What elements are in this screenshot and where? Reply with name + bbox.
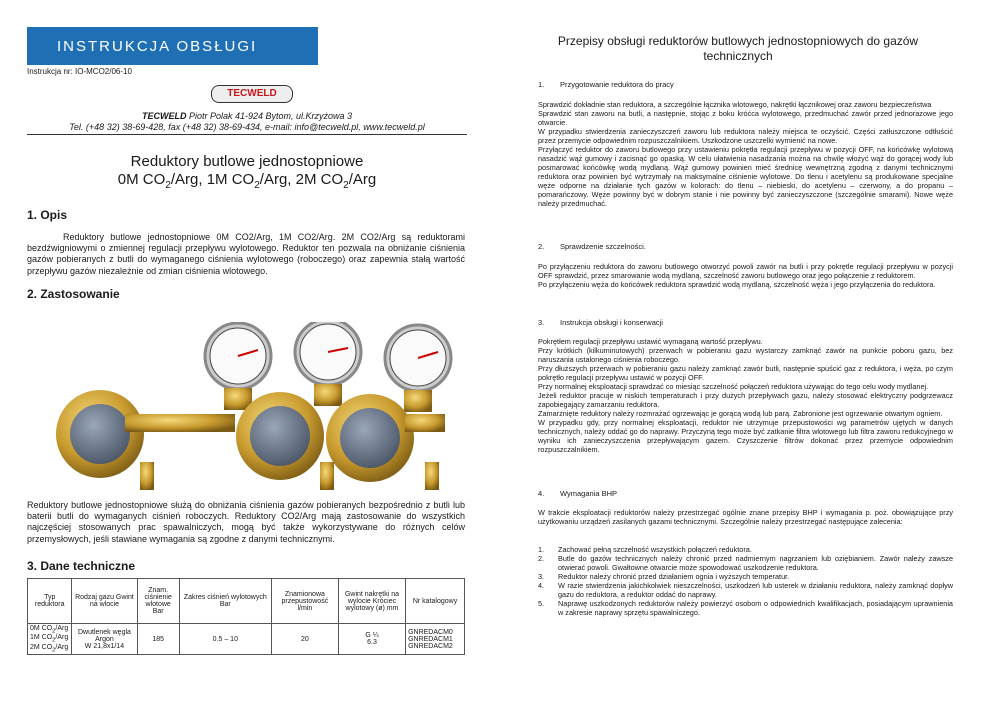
company-address: Piotr Polak 41-924 Bytom, ul.Krzyżowa 3 xyxy=(186,111,353,121)
document-number: Instrukcja nr: IO-MCO2/06-10 xyxy=(27,67,132,76)
cell-gwint xyxy=(338,624,405,655)
technical-data-table xyxy=(27,578,465,655)
list-item xyxy=(538,581,953,599)
title-line-2: 0M $CO_2$/Arg, 1M $CO_2$/Arg, 2M $CO_2$/Arg xyxy=(117,171,377,191)
section-4-heading xyxy=(538,489,617,498)
typ-1m: 1M $CO_2$/Arg xyxy=(30,634,69,644)
list-item xyxy=(538,599,953,617)
cell-przepustowosc: 20 xyxy=(271,624,338,655)
col-zakres: Zakres ciśnień wylotowych Bar xyxy=(179,579,271,624)
section-4-number: 4. xyxy=(538,489,545,498)
list-item xyxy=(538,572,953,581)
section-4-title: Wymagania BHP xyxy=(560,489,618,498)
rule-text: Zachować pełną szczelność wszystkich połączeń reduktora. xyxy=(558,545,752,554)
rule-number: 4. xyxy=(538,581,545,590)
section-zastosowanie-heading: 2. Zastosowanie xyxy=(27,287,120,301)
banner-title: INSTRUKCJA OBSŁUGI xyxy=(57,38,258,55)
col-typ: Typ reduktora xyxy=(28,579,72,624)
rule-number: 5. xyxy=(538,599,545,608)
typ-0m: 0M $CO_2$/Arg xyxy=(30,625,69,635)
section-2-heading xyxy=(538,242,646,251)
section-2-number: 2. xyxy=(538,242,545,251)
col-nr: Nr katalogowy xyxy=(406,579,465,624)
gaz-line-2: Argon xyxy=(95,635,114,643)
table-row xyxy=(28,624,465,655)
section-2-title: Sprawdzenie szczelności. xyxy=(560,242,646,251)
section-3-title: Instrukcja obsługi i konserwacji xyxy=(560,318,663,327)
section-2-text: Po przyłączeniu reduktora do zaworu butlowego otworzyć powoli zawór na butli i przy pokrętle regulacji przepływu w pozycji OFF sprawdzić, przez smarowanie wodą mydlaną, szczelność zaworu butlowego oraz jego połączenie z reduktorem. Po przyłączeniu węża do końcówek reduktora sprawdzić wodą mydlaną, szczelność węża i jego przyłączenia do reduktora. xyxy=(538,262,953,289)
tecweld-logo xyxy=(211,85,293,103)
table-header-row xyxy=(28,579,465,624)
bhp-rules-list xyxy=(538,545,953,617)
gwint-line-2: 6.3 xyxy=(367,639,377,647)
typ-2m: 2M $CO_2$/Arg xyxy=(30,643,69,654)
section-opis-heading: 1. Opis xyxy=(27,208,68,222)
section-1-heading xyxy=(538,80,674,89)
rule-text: Butle do gazów technicznych należy chronić przed nadmiernym nagrzaniem lub oziębianiem. Zawór należy zawsze otwierać powoli. Gwałtowne otwarcie może spowodować uszkodzenie reduktora. xyxy=(558,554,953,572)
cell-typ xyxy=(28,624,72,655)
nr-line-2: GNREDACM1 xyxy=(408,635,453,643)
rule-text: Naprawę uszkodzonych reduktorów należy powierzyć osobom o odpowiednich kwalifikacjach, posiadającym uprawnienia w zakresie naprawy sprzętu spawalniczego. xyxy=(558,599,953,617)
gwint-line-1: G ¼ xyxy=(365,632,379,640)
header-divider xyxy=(27,134,467,135)
list-item xyxy=(538,554,953,572)
cell-cisnienie: 185 xyxy=(137,624,179,655)
rule-number: 3. xyxy=(538,572,545,581)
rule-number: 2. xyxy=(538,554,545,563)
section-opis-text: Reduktory butlowe jednostopniowe 0M CO2/Arg, 1M CO2/Arg. 2M CO2/Arg są reduktorami bezdźwigniowymi o zmiennej regulacji przepływu wylotowego. Reduktor ten pozwala na obniżanie ciśnienia gazów pobieranych z butli do wymaganego ciśnienia wylotowego (roboczego) oraz zapewnia stałą wartość przepływu gazów niezależnie od zmian ciśnienia wlotowego. xyxy=(27,232,465,276)
right-title: Przepisy obsługi reduktorów butlowych jednostopniowych do gazów technicznych xyxy=(557,34,919,63)
section-4-text: W trakcie eksploatacji reduktorów należy przestrzegać ogólnie znane przepisy BHP i wymagania p. poż. obowiązujące przy użytkowaniu urządzeń zasilanych gazami technicznymi. Szczególnie należy przestrzegać następujące zalecenia: xyxy=(538,508,953,526)
col-gwint: Gwint nakrętki na wylocie Króciec wylotowy (ø) mm xyxy=(338,579,405,624)
gaz-line-1: Dwutlenek węgla xyxy=(78,628,131,636)
rule-number: 1. xyxy=(538,545,545,554)
logo-text: TECWELD xyxy=(227,88,277,99)
company-contact: Tel. (+48 32) 38-69-428, fax (+48 32) 38-69-434, e-mail: info@tecweld.pl, www.tecweld.pl xyxy=(69,122,425,132)
nr-line-3: GNREDACM2 xyxy=(408,642,453,650)
list-item xyxy=(538,545,953,554)
company-name: TECWELD xyxy=(141,111,187,121)
document-title xyxy=(27,153,467,195)
section-1-text: Sprawdzić dokładnie stan reduktora, a szczególnie łącznika wlotowego, nakrętki łącznikowej oraz zaworu bezpieczeństwa Sprawdzić stan zaworu na butli, a następnie, stojąc z boku króćca wylotowego, przedmuchać zawór przed jednorazowe jego otwarcie. W przypadku stwierdzenia zanieczyszczeń zaworu lub reduktora należy miejsca te oczyścić. Części zatłuszczone odtłuścić przez przemycie odpowiednim rozpuszczalnikiem. Uszkodzone uszczelki wymienić na nowe. Przyłączyć reduktor do zaworu butlowego przy ustawieniu pokrętła regulacji przepływu w pozycji OFF, na końcówkę wylotową nasadzić wąż gumowy i zacisnąć go opaską. W celu ułatwienia nasadzania można na chwilę włożyć wąż do gorącej wody lub posmarować końcówkę wodą mydlaną. Wąż gumowy powinien mieć średnicę wewnętrzną zgodną z danymi technicznymi reduktora oraz powinien być wytrzymały na maksymalne ciśnienie wylotowe. Do tlenu i acetylenu są produkowane specjalne węże odporne na działanie tych gazów w kolorach: do tlenu – niebieski, do acetylenu – czerwony, a do propanu – pomarańczowy. Węże powinny być w dobrym stanie i nie powinny być zanieczyszczone (szczególnie smarami). Nowe węże należy przedmuchać. xyxy=(538,100,953,208)
section-1-number: 1. xyxy=(538,80,545,89)
regulator-1 xyxy=(56,323,271,490)
section-zastosowanie-text: Reduktory butlowe jednostopniowe służą do obniżania ciśnienia gazów pobieranych bezpośrednio z butli lub baterii butli do wymaganych ciśnień roboczych. Reduktory CO2/Arg mają zastosowanie do wszystkich najczęściej stosowanych prac spawalniczych, mogą być także wykorzystywane do różnych celów przemysłowych, jeśli stawiane wymagania są zgodne z danymi technicznymi. xyxy=(27,500,465,544)
company-info xyxy=(27,111,467,133)
product-photo xyxy=(30,322,465,492)
section-3-heading xyxy=(538,318,663,327)
section-1-title: Przygotowanie reduktora do pracy xyxy=(560,80,674,89)
rule-text: Reduktor należy chronić przed działaniem ognia i wyższych temperatur. xyxy=(558,572,790,581)
cell-zakres: 0.5 – 10 xyxy=(179,624,271,655)
title-line-1: Reduktory butlowe jednostopniowe xyxy=(130,153,364,170)
section-dane-heading: 3. Dane techniczne xyxy=(27,559,136,573)
section-3-text: Pokrętłem regulacji przepływu ustawić wymaganą wartość przepływu. Przy krótkich (kilkuminutowych) przerwach w pobieraniu gazu wystarczy zamknąć zawór na punkcie poboru gazu, bez naruszania ustalonego ciśnienia roboczego. Przy dłuższych przerwach w pobieraniu gazu należy zamknąć zawór butli, następnie spuścić gaz z reduktora, i węża, po czym pokrętło regulacji przepływu ustawić w pozycji OFF. Przy normalnej eksploatacji sprawdzać co miesiąc szczelność połączeń reduktora używając do tego celu wody mydlanej. Jeżeli reduktor pracuje w niskich temperaturach i przy dużych przepływach gazu, należy stosować elektryczny podgrzewacz zapobiegający zamarzaniu reduktora. Zamarznięte reduktory należy rozmrażać ogrzewając je gorącą wodą lub parą. Zabronione jest ogrzewanie otwartym ogniem. W przypadku gdy, przy normalnej eksploatacji, reduktor nie utrzymuje przepustowości wg parametrów ujętych w danych technicznych, należy oddać go do naprawy. Przyczyną tego może być zatkanie filtra wlotowego lub filtra zaworu redukcyjnego w wyniku ich zanieczyszczenia przepływającym gazem. Czyszczenie filtrów dokonać przez przemycie odpowiednim rozpuszczalnikiem. xyxy=(538,337,953,454)
cell-nr xyxy=(406,624,465,655)
col-gaz: Rodzaj gazu Gwint na wlocie xyxy=(72,579,137,624)
col-cisnienie: Znam. ciśnienie wlotowe Bar xyxy=(137,579,179,624)
nr-line-1: GNREDACM0 xyxy=(408,628,453,636)
col-przepustowosc: Znamionowa przepustowość l/min xyxy=(271,579,338,624)
rule-text: W razie stwierdzenia jakichkolwiek nieszczelności, uszkodzeń lub usterek w działaniu reduktora, należy zamknąć dopływ gazu do reduktora, a reduktor oddać do naprawy. xyxy=(558,581,953,599)
section-3-number: 3. xyxy=(538,318,545,327)
header-banner xyxy=(27,27,318,65)
cell-gaz xyxy=(72,624,137,655)
gaz-line-3: W 21,8x1/14 xyxy=(84,642,125,650)
